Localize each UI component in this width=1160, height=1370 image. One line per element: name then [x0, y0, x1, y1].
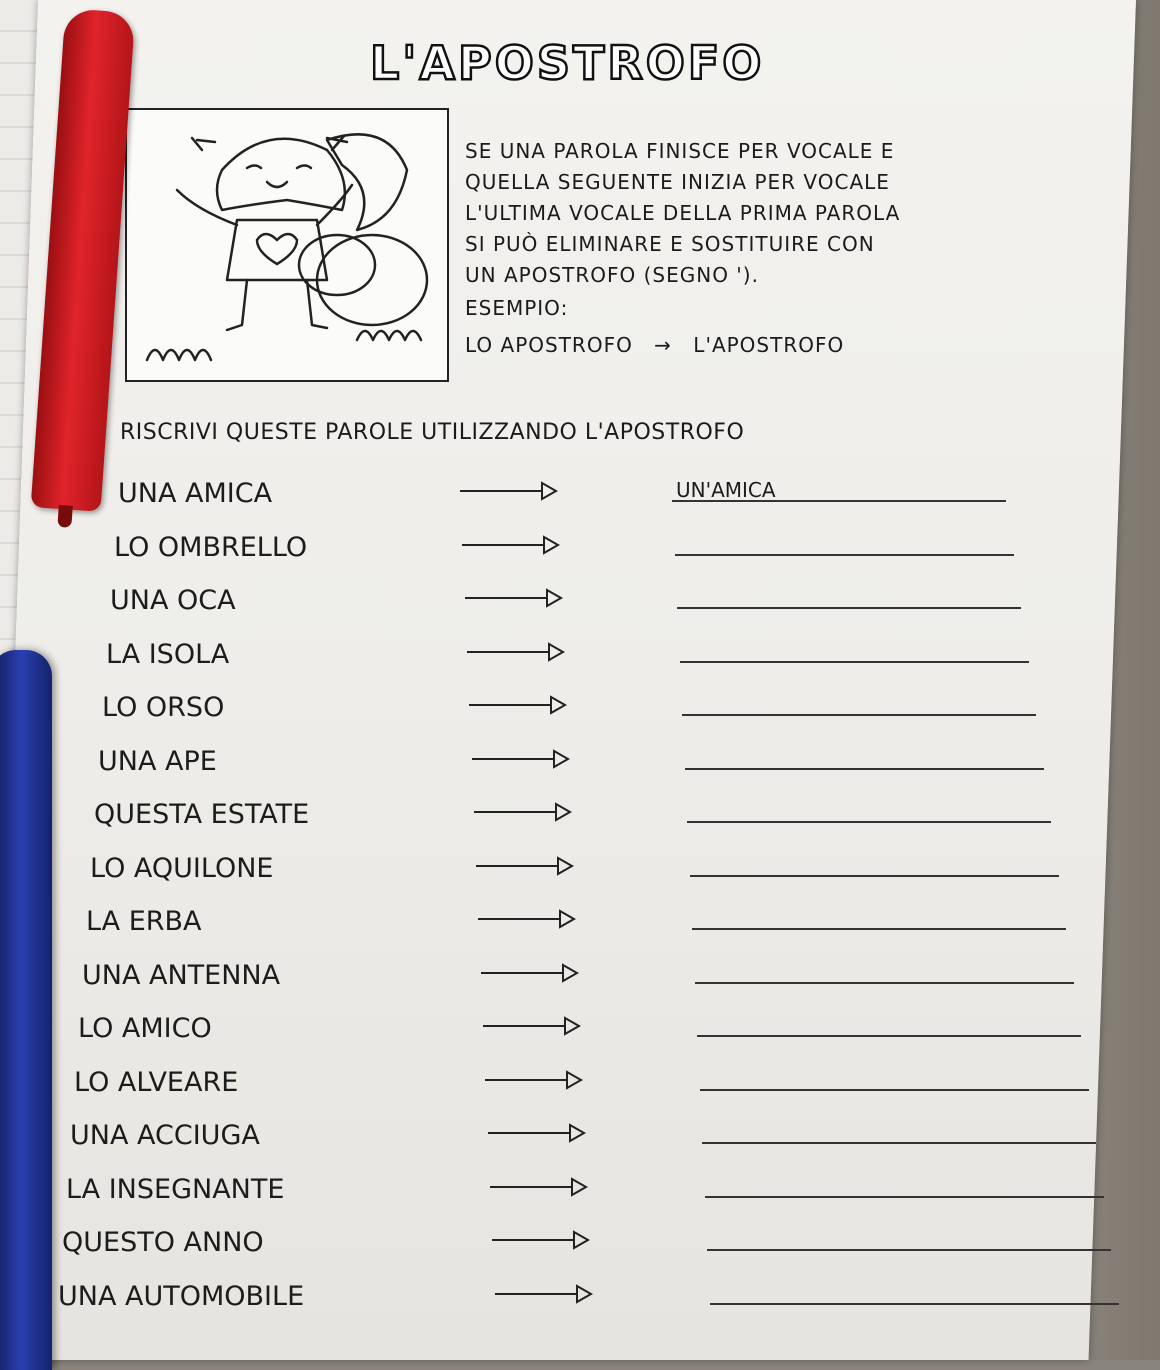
arrow-right-icon: [490, 1227, 600, 1253]
rule-line: SI PUÒ ELIMINARE E SOSTITUIRE CON: [465, 232, 875, 256]
arrow-right-icon: [465, 639, 575, 665]
arrow-right-icon: [493, 1281, 603, 1307]
answer-line[interactable]: UN'AMICA: [672, 478, 1006, 502]
exercise-word: QUESTO ANNO: [62, 1227, 264, 1258]
answer-line[interactable]: [707, 1227, 1111, 1251]
answer-line[interactable]: [690, 853, 1059, 877]
exercise-word: LA ISOLA: [106, 638, 230, 670]
arrow-right-icon: [481, 1013, 591, 1039]
exercise-word: LO OMBRELLO: [114, 531, 308, 563]
arrow-right-icon: [483, 1067, 593, 1093]
answer-line[interactable]: [697, 1013, 1081, 1037]
arrow-right-icon: [479, 960, 589, 986]
arrow-right-icon: [476, 906, 586, 932]
exercise-row: [0, 478, 1160, 518]
exercise-row: [0, 746, 1160, 786]
rule-line: UN APOSTROFO (SEGNO ').: [465, 263, 759, 287]
girl-illustration: [125, 108, 449, 382]
answer-line[interactable]: [710, 1281, 1119, 1305]
example-heading: ESEMPIO:: [465, 296, 569, 320]
arrow-right-icon: [463, 585, 573, 611]
exercise-row: [0, 1120, 1160, 1160]
instruction-text: RISCRIVI QUESTE PAROLE UTILIZZANDO L'APOSTROFO: [120, 420, 745, 445]
exercise-row: [0, 906, 1160, 946]
exercise-word: UNA APE: [98, 745, 217, 777]
exercise-row: [0, 1281, 1160, 1321]
exercise-word: LO AMICO: [78, 1013, 212, 1044]
rule-line: SE UNA PAROLA FINISCE PER VOCALE E: [465, 139, 895, 163]
answer-line[interactable]: [687, 799, 1051, 823]
exercise-row: [0, 532, 1160, 572]
exercise-word: LA INSEGNANTE: [66, 1173, 285, 1205]
worksheet-title: L'APOSTROFO: [370, 36, 765, 90]
arrow-right-icon: [458, 478, 568, 504]
answer-line[interactable]: [677, 585, 1021, 609]
arrow-right-icon: [474, 853, 584, 879]
example-from: LO APOSTROFO: [465, 333, 633, 357]
exercise-row: [0, 853, 1160, 893]
answer-line[interactable]: [702, 1120, 1096, 1144]
exercise-word: LA ERBA: [86, 906, 202, 937]
arrow-right-icon: [472, 799, 582, 825]
exercise-word: UNA ANTENNA: [82, 959, 281, 991]
answer-line[interactable]: [675, 532, 1014, 556]
exercise-row: [0, 799, 1160, 839]
exercise-word: QUESTA ESTATE: [94, 799, 310, 830]
arrow-right-icon: [470, 746, 580, 772]
exercise-word: UNA AMICA: [118, 478, 273, 509]
exercise-row: [0, 1013, 1160, 1053]
arrow-right-icon: [460, 532, 570, 558]
answer-line[interactable]: [700, 1067, 1089, 1091]
rule-paragraph: [465, 136, 985, 291]
exercise-row: [0, 960, 1160, 1000]
arrow-right-icon: [486, 1120, 596, 1146]
arrow-right-icon: [467, 692, 577, 718]
exercise-word: LO ALVEARE: [74, 1066, 239, 1098]
answer-line[interactable]: [692, 906, 1066, 930]
arrow-right-icon: [488, 1174, 598, 1200]
example-to: L'APOSTROFO: [693, 333, 845, 357]
exercise-row: [0, 1174, 1160, 1214]
answer-line[interactable]: [695, 960, 1074, 984]
exercise-row: [0, 692, 1160, 732]
rule-line: L'ULTIMA VOCALE DELLA PRIMA PAROLA: [465, 201, 901, 225]
exercise-word: UNA OCA: [110, 585, 236, 616]
example-line: [465, 333, 844, 357]
pen-tip: [57, 505, 73, 528]
answer-line[interactable]: [680, 639, 1029, 663]
blue-pen: [0, 650, 52, 1370]
exercise-word: UNA AUTOMOBILE: [58, 1280, 305, 1312]
exercise-row: [0, 1067, 1160, 1107]
answer-line[interactable]: [682, 692, 1036, 716]
exercise-row: [0, 585, 1160, 625]
answer-line[interactable]: [685, 746, 1044, 770]
answer-line[interactable]: [705, 1174, 1104, 1198]
exercise-word: UNA ACCIUGA: [70, 1120, 260, 1151]
exercise-word: LO ORSO: [102, 692, 225, 723]
exercise-row: [0, 639, 1160, 679]
girl-drawing-icon: [127, 110, 447, 380]
rule-line: QUELLA SEGUENTE INIZIA PER VOCALE: [465, 170, 890, 194]
exercise-row: [0, 1227, 1160, 1267]
exercise-word: LO AQUILONE: [90, 852, 274, 884]
arrow-right-icon: →: [654, 333, 672, 357]
